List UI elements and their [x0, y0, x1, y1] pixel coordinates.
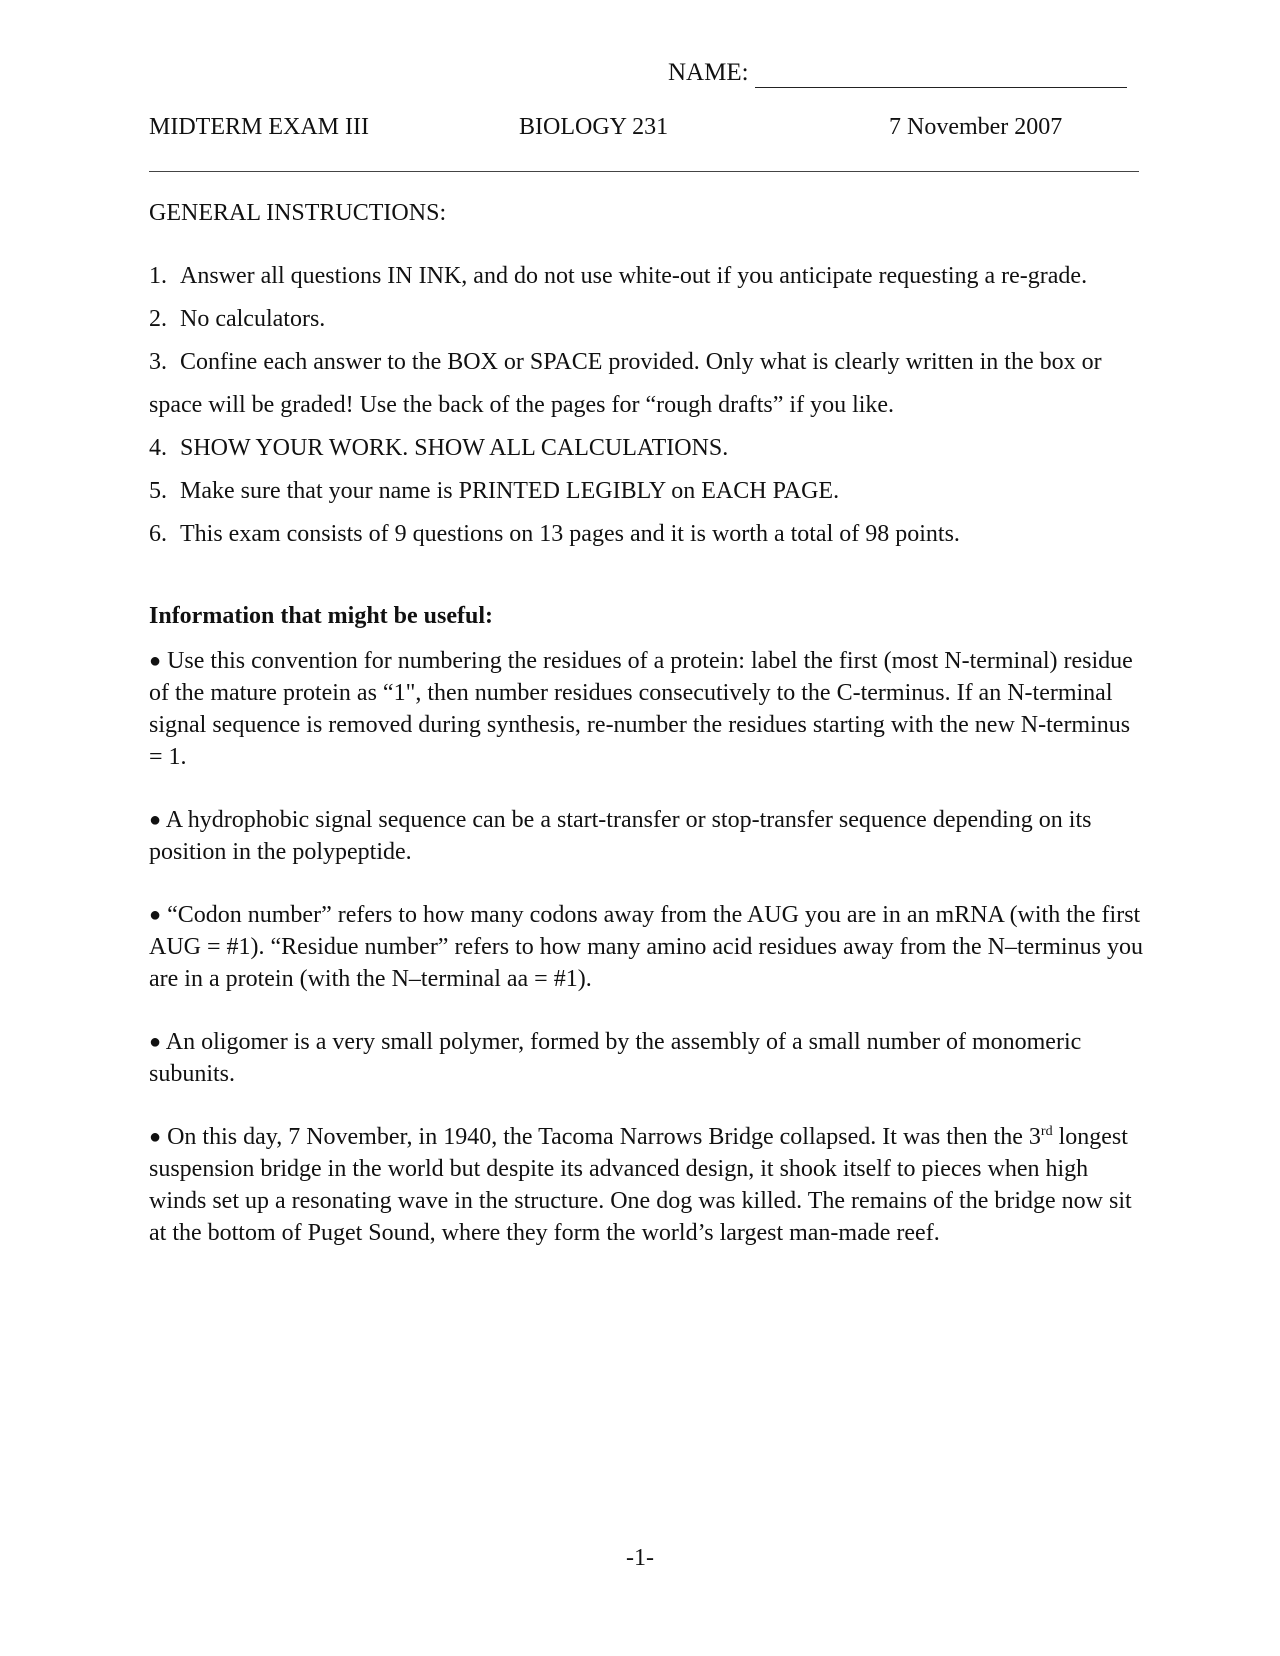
exam-date: 7 November 2007	[889, 114, 1063, 140]
course-name: BIOLOGY 231	[519, 114, 669, 140]
info-bullet-tacoma: ● On this day, 7 November, in 1940, the Tacoma Narrows Bridge collapsed. It was then the 3rd longest suspension bridge in the world but despite its advanced design, it shook itself to pieces when high winds set up a resonating wave in the structure. One dog was killed. The remains of the bridge now sit at the bottom of Puget Sound, where they form the world’s largest man-made reef.	[149, 1124, 1132, 1246]
exam-header	[149, 114, 1139, 146]
name-label: NAME:	[668, 59, 749, 86]
instructions-title: GENERAL INSTRUCTIONS:	[149, 200, 447, 226]
header-divider	[149, 171, 1139, 172]
info-bullet: ● A hydrophobic signal sequence can be a start-transfer or stop-transfer sequence depending on its position in the polypeptide.	[149, 807, 1092, 865]
instruction-item: 2. No calculators.	[149, 306, 326, 332]
name-field[interactable]	[668, 58, 1127, 88]
instruction-item: 6. This exam consists of 9 questions on 13 pages and it is worth a total of 98 points.	[149, 521, 960, 547]
instruction-item: 3. Confine each answer to the BOX or SPACE provided. Only what is clearly written in the box or space will be graded! Use the back of the pages for “rough drafts” if you like.	[149, 349, 1102, 418]
info-bullet: ● An oligomer is a very small polymer, formed by the assembly of a small number of monomeric subunits.	[149, 1029, 1082, 1087]
instruction-item: 5. Make sure that your name is PRINTED LEGIBLY on EACH PAGE.	[149, 478, 840, 504]
info-title: Information that might be useful:	[149, 603, 494, 629]
bullet-icon: ●	[149, 809, 162, 831]
info-bullet: ● Use this convention for numbering the residues of a protein: label the first (most N-terminal) residue of the mature protein as “1", then number residues consecutively to the C-terminus. If an N-terminal signal sequence is removed during synthesis, re-number the residues starting with the new N-terminus = 1.	[149, 648, 1133, 770]
bullet-icon: ●	[149, 904, 162, 926]
bullet-icon: ●	[149, 650, 162, 672]
bullet-icon: ●	[149, 1031, 162, 1053]
instruction-item: 4. SHOW YOUR WORK. SHOW ALL CALCULATIONS.	[149, 435, 729, 461]
exam-title: MIDTERM EXAM III	[149, 114, 369, 140]
name-blank-line[interactable]	[755, 61, 1127, 88]
info-bullets	[149, 645, 1144, 1280]
instruction-item: 1. Answer all questions IN INK, and do not use white-out if you anticipate requesting a re-grade.	[149, 263, 1088, 289]
page-number: -1-	[626, 1545, 654, 1571]
info-bullet: ● “Codon number” refers to how many codons away from the AUG you are in an mRNA (with the first AUG = #1). “Residue number” refers to how many amino acid residues away from the N–terminus you are in a protein (with the N–terminal aa = #1).	[149, 902, 1143, 992]
bullet-icon: ●	[149, 1126, 162, 1148]
instructions-list	[149, 255, 1144, 556]
